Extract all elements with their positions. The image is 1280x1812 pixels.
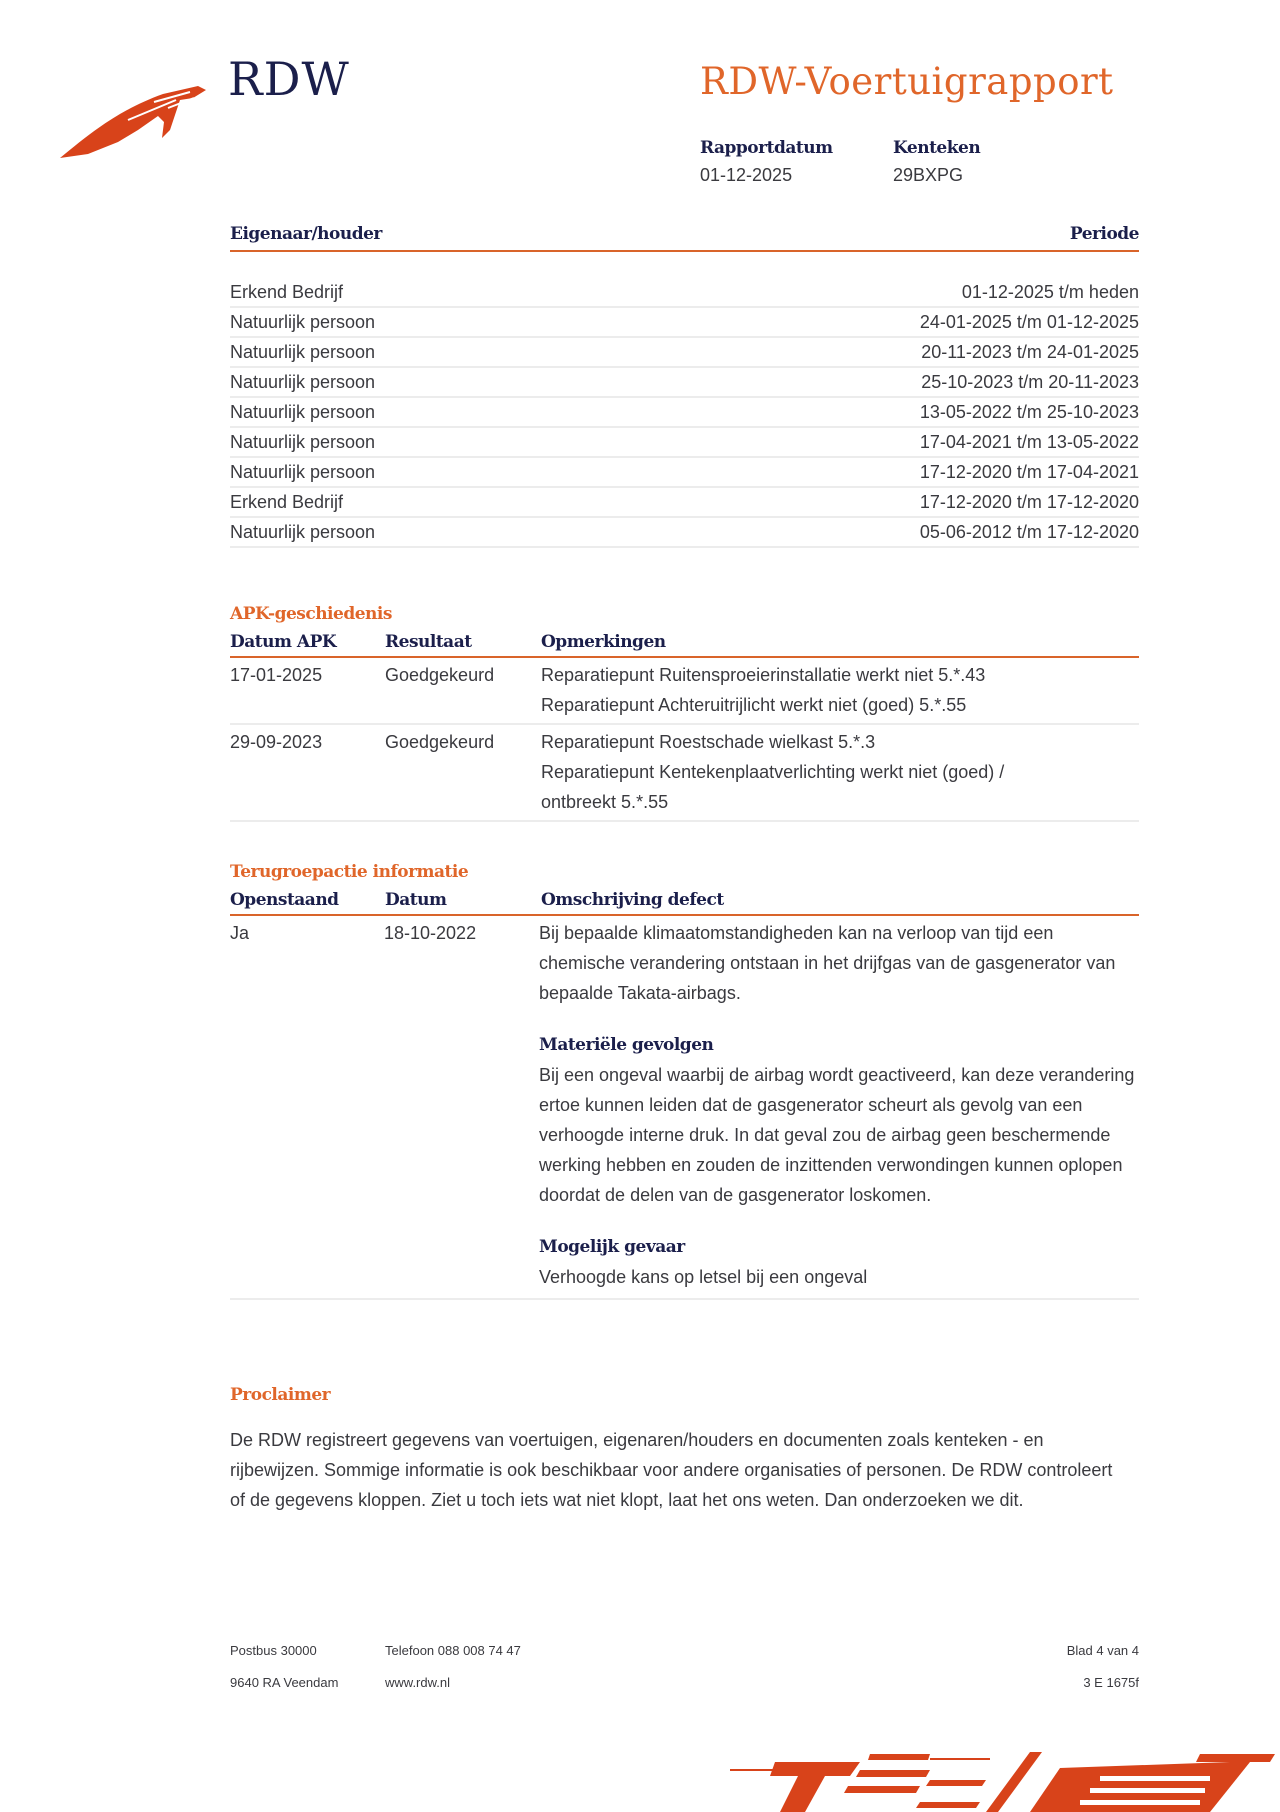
consequences-text: Bij een ongeval waarbij de airbag wordt geactiveerd, kan deze verandering ertoe kunnen leiden dat de gasgenerator scheurt als gevolg van een verhoogde interne druk. In dat geval zou de airbag geen beschermende werking hebben en zouden de inzittenden verwondingen kunnen oplopen doordat de delen van de gasgenerator loskomen.: [539, 1065, 1135, 1205]
apk-row: [230, 658, 1139, 725]
apk-remark: Reparatiepunt Roestschade wielkast 5.*.3: [541, 732, 876, 752]
report-date-value: 01-12-2025: [700, 165, 793, 185]
owner-period: 17-04-2021 t/m 13-05-2022: [919, 432, 1139, 452]
footer-website-link[interactable]: www.rdw.nl: [385, 1675, 451, 1690]
apk-row: [230, 725, 1139, 822]
recall-details: [539, 918, 1139, 1292]
owner-type: Natuurlijk persoon: [230, 522, 376, 542]
danger-label: Mogelijk gevaar: [539, 1237, 685, 1257]
owner-type: Natuurlijk persoon: [230, 462, 376, 482]
rdw-logo-text: RDW: [228, 52, 350, 106]
defect-description: Bij bepaalde klimaatomstandigheden kan na verloop van tijd een chemische verandering ontstaan in het drijfgas van de gasgenerator van bepaalde Takata-airbags.: [539, 923, 1116, 1003]
apk-result: Goedgekeurd: [385, 665, 495, 685]
report-title: RDW-Voertuigrapport: [700, 60, 1114, 103]
recall-section: [230, 862, 1139, 1300]
plate-value: 29BXPG: [893, 165, 964, 185]
proclaimer-section: [230, 1385, 1139, 1515]
owner-type: Natuurlijk persoon: [230, 342, 376, 362]
page-footer: [230, 1643, 1139, 1707]
owner-row: [230, 488, 1139, 518]
footer-page-number: Blad 4 van 4: [1066, 1643, 1139, 1658]
apk-table-header: [230, 624, 1139, 658]
owner-type: Natuurlijk persoon: [230, 312, 376, 332]
owner-row: [230, 278, 1139, 308]
col-recall-date: Datum: [385, 890, 447, 910]
recall-date-value: 18-10-2022: [384, 923, 477, 943]
owner-period: 05-06-2012 t/m 17-12-2020: [919, 522, 1139, 542]
col-defect-description: Omschrijving defect: [541, 890, 724, 910]
owner-row: [230, 308, 1139, 338]
owners-rows: [230, 278, 1139, 548]
col-apk-result: Resultaat: [385, 632, 472, 652]
owner-type: Erkend Bedrijf: [230, 282, 344, 302]
danger-text: Verhoogde kans op letsel bij een ongeval: [539, 1267, 868, 1287]
col-apk-remarks: Opmerkingen: [541, 632, 666, 652]
owner-type: Natuurlijk persoon: [230, 402, 376, 422]
apk-result: Goedgekeurd: [385, 732, 495, 752]
report-date-block: [700, 138, 833, 186]
owner-row: [230, 518, 1139, 548]
proclaimer-title: Proclaimer: [230, 1385, 331, 1405]
apk-history-section: [230, 604, 1139, 822]
owners-table-header: [230, 224, 1139, 252]
proclaimer-text: De RDW registreert gegevens van voertuigen, eigenaren/houders en documenten zoals kenteken - en rijbewijzen. Sommige informatie is ook beschikbaar voor andere organisaties of personen. De RDW controleert of de gegevens kloppen. Ziet u toch iets wat niet klopt, laat het ons weten. Dan onderzoeken we dit.: [230, 1430, 1113, 1510]
apk-rows: [230, 658, 1139, 822]
recall-section-title: Terugroepactie informatie: [230, 862, 469, 882]
apk-remark: Reparatiepunt Achteruitrijlicht werkt niet (goed) 5.*.55: [541, 695, 967, 715]
apk-section-title: APK-geschiedenis: [230, 604, 392, 624]
footer-city: 9640 RA Veendam: [230, 1675, 339, 1690]
apk-remark: Reparatiepunt Kentekenplaatverlichting werkt niet (goed) / ontbreekt 5.*.55: [541, 762, 1005, 812]
owner-row: [230, 398, 1139, 428]
owner-period: 17-12-2020 t/m 17-04-2021: [919, 462, 1139, 482]
owner-row: [230, 368, 1139, 398]
rdw-feather-logo-icon: [58, 80, 208, 162]
owner-period: 17-12-2020 t/m 17-12-2020: [919, 492, 1139, 512]
recall-table-header: [230, 882, 1139, 916]
col-period: Periode: [1069, 224, 1139, 244]
col-owner: Eigenaar/houder: [230, 224, 382, 244]
consequences-label: Materiële gevolgen: [539, 1035, 714, 1055]
report-date-label: Rapportdatum: [700, 138, 833, 158]
owners-table: [230, 224, 1139, 548]
owner-period: 24-01-2025 t/m 01-12-2025: [919, 312, 1139, 332]
plate-label: Kenteken: [893, 138, 981, 158]
owner-row: [230, 428, 1139, 458]
owner-period: 13-05-2022 t/m 25-10-2023: [919, 402, 1139, 422]
footer-phone: Telefoon 088 008 74 47: [385, 1643, 521, 1658]
apk-remarks: [541, 727, 1139, 817]
owner-period: 25-10-2023 t/m 20-11-2023: [921, 372, 1139, 392]
owner-type: Erkend Bedrijf: [230, 492, 344, 512]
rdw-stripes-logo-icon: [730, 1740, 1280, 1812]
owner-period: 01-12-2025 t/m heden: [961, 282, 1139, 302]
plate-block: [893, 138, 980, 186]
owner-period: 20-11-2023 t/m 24-01-2025: [921, 342, 1139, 362]
col-apk-date: Datum APK: [230, 632, 337, 652]
apk-date: 29-09-2023: [230, 732, 323, 752]
footer-postbus: Postbus 30000: [230, 1643, 317, 1658]
apk-date: 17-01-2025: [230, 665, 323, 685]
owner-type: Natuurlijk persoon: [230, 432, 376, 452]
owner-row: [230, 458, 1139, 488]
footer-doc-code: 3 E 1675f: [1083, 1675, 1139, 1690]
col-open: Openstaand: [230, 890, 339, 910]
apk-remark: Reparatiepunt Ruitensproeierinstallatie werkt niet 5.*.43: [541, 665, 986, 685]
apk-remarks: [541, 660, 1139, 720]
owner-type: Natuurlijk persoon: [230, 372, 376, 392]
recall-open-value: Ja: [230, 923, 250, 943]
recall-row: [230, 916, 1139, 1300]
owner-row: [230, 338, 1139, 368]
